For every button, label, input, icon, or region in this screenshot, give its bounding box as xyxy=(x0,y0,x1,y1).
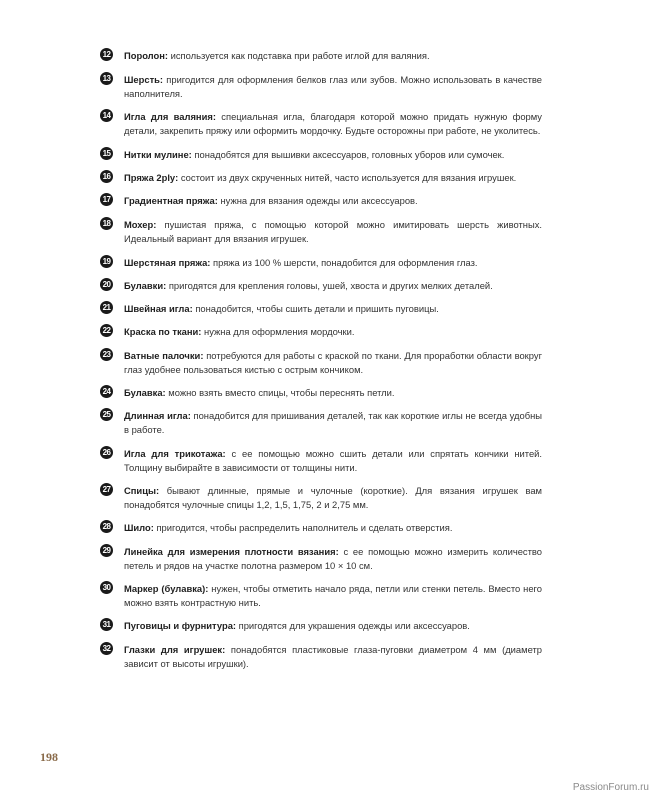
item-description: потребуются для работы с краской по ткани. Для проработки области вокруг глаз удобнее пользоваться кистью с острым кончиком. xyxy=(124,350,542,375)
list-item xyxy=(102,302,542,316)
item-number-badge: 22 xyxy=(100,324,113,337)
item-number-badge: 17 xyxy=(100,193,113,206)
item-number-badge: 30 xyxy=(100,581,113,594)
item-term: Булавка: xyxy=(124,387,166,398)
item-text xyxy=(124,447,542,475)
item-text xyxy=(124,643,542,671)
item-number-badge: 28 xyxy=(100,520,113,533)
list-item xyxy=(102,194,542,208)
item-number-badge: 14 xyxy=(100,109,113,122)
item-number-badge: 20 xyxy=(100,278,113,291)
item-text xyxy=(124,349,542,377)
item-text xyxy=(124,279,493,293)
item-text xyxy=(124,49,430,63)
list-item xyxy=(102,521,542,535)
list-item xyxy=(102,148,542,162)
list-item xyxy=(102,409,542,437)
item-number-badge: 26 xyxy=(100,446,113,459)
item-number-badge: 12 xyxy=(100,48,113,61)
item-number-badge: 23 xyxy=(100,348,113,361)
item-text xyxy=(124,325,354,339)
list-item xyxy=(102,279,542,293)
item-term: Шерстяная пряжа: xyxy=(124,257,211,268)
item-description: пригодятся для украшения одежды или аксессуаров. xyxy=(236,620,470,631)
item-text xyxy=(124,302,439,316)
item-description: с ее помощью можно измерить количество петель и рядов на участке полотна размером 10 × 10 см. xyxy=(124,546,543,571)
item-number-badge: 25 xyxy=(100,408,113,421)
item-number-badge: 19 xyxy=(100,255,113,268)
list-item xyxy=(102,73,542,101)
item-text xyxy=(124,386,395,400)
list-item xyxy=(102,349,542,377)
item-term: Нитки мулине: xyxy=(124,149,192,160)
item-number-badge: 31 xyxy=(100,618,113,631)
item-text xyxy=(124,171,516,185)
item-text xyxy=(124,73,542,101)
item-description: понадобится для пришивания деталей, так как короткие иглы не всегда удобны в работе. xyxy=(124,410,542,435)
item-description: пригодится для оформления белков глаз или зубов. Можно использовать в качестве наполнителя. xyxy=(124,74,542,99)
item-description: состоит из двух скрученных нитей, часто используется для вязания игрушек. xyxy=(178,172,517,183)
item-term: Глазки для игрушек: xyxy=(124,644,226,655)
item-term: Длинная игла: xyxy=(124,410,191,421)
item-description: пушистая пряжа, с помощью которой можно имитировать шерсть животных. Идеальный вариант для вязания игрушек. xyxy=(124,219,542,244)
item-description: пряжа из 100 % шерсти, понадобится для оформления глаз. xyxy=(210,257,478,268)
list-item xyxy=(102,325,542,339)
item-text xyxy=(124,110,542,138)
list-item xyxy=(102,218,542,246)
list-item xyxy=(102,545,543,573)
list-item xyxy=(102,171,542,185)
item-description: понадобится, чтобы сшить детали и пришить пуговицы. xyxy=(192,303,439,314)
list-item xyxy=(102,386,542,400)
item-text xyxy=(124,409,542,437)
item-number-badge: 27 xyxy=(100,483,113,496)
item-term: Шерсть: xyxy=(124,74,164,85)
list-item xyxy=(102,619,542,633)
item-number-badge: 15 xyxy=(100,147,113,160)
item-term: Градиентная пряжа: xyxy=(124,195,218,206)
item-term: Булавки: xyxy=(124,280,167,291)
item-term: Поролон: xyxy=(124,50,169,61)
page-number: 198 xyxy=(40,750,58,764)
item-term: Игла для валяния: xyxy=(124,111,216,122)
item-term: Спицы: xyxy=(124,485,160,496)
item-text xyxy=(124,484,542,512)
item-text xyxy=(124,148,504,162)
item-term: Пуговицы и фурнитура: xyxy=(124,620,237,631)
list-item xyxy=(102,110,542,138)
list-item xyxy=(102,256,542,270)
item-number-badge: 21 xyxy=(100,301,113,314)
item-description: специальная игла, благодаря которой можно придать нужную форму детали, закрепить пряжу или оформить мордочку. Будьте осторожны при работе, не уколитесь. xyxy=(124,111,542,136)
item-number-badge: 18 xyxy=(100,217,113,230)
item-number-badge: 16 xyxy=(100,170,113,183)
item-term: Ватные палочки: xyxy=(124,350,204,361)
item-text xyxy=(124,194,418,208)
item-term: Мохер: xyxy=(124,219,157,230)
item-description: пригодятся для крепления головы, ушей, хвоста и других мелких деталей. xyxy=(166,280,493,291)
item-number-badge: 32 xyxy=(100,642,113,655)
item-term: Пряжа 2ply: xyxy=(124,172,179,183)
item-text xyxy=(124,545,542,573)
list-item xyxy=(102,484,542,512)
item-description: бывают длинные, прямые и чулочные (короткие). Для вязания игрушек вам понадобятся чулочные спицы 1,2, 1,5, 1,75, 2 и 2,75 мм. xyxy=(124,485,542,510)
item-term: Краска по ткани: xyxy=(124,326,202,337)
item-description: понадобятся пластиковые глаза-пуговки диаметром 4 мм (диаметр зависит от высоты игрушки). xyxy=(124,644,542,669)
item-text xyxy=(124,619,470,633)
list-item xyxy=(102,447,542,475)
item-term: Маркер (булавка): xyxy=(124,583,209,594)
item-description: нужна для оформления мордочки. xyxy=(201,326,355,337)
item-description: пригодится, чтобы распределить наполнитель и сделать отверстия. xyxy=(153,522,453,533)
item-description: можно взять вместо спицы, чтобы переснять петли. xyxy=(165,387,395,398)
item-term: Шило: xyxy=(124,522,154,533)
item-description: используется как подставка при работе иглой для валяния. xyxy=(168,50,430,61)
item-term: Линейка для измерения плотности вязания: xyxy=(124,546,339,557)
item-description: нужен, чтобы отметить начало ряда, петли или стенки петель. Вместо него можно взять контрастную нить. xyxy=(124,583,542,608)
item-number-badge: 13 xyxy=(100,72,113,85)
watermark: PassionForum.ru xyxy=(572,782,649,793)
item-term: Швейная игла: xyxy=(124,303,193,314)
item-description: нужна для вязания одежды или аксессуаров. xyxy=(217,195,418,206)
item-text xyxy=(124,256,478,270)
item-description: с ее помощью можно сшить детали или спрятать кончики нитей. Толщину выбирайте в зависимости от толщины нити. xyxy=(124,448,542,473)
item-text xyxy=(124,521,452,535)
list-item xyxy=(102,643,542,671)
item-term: Игла для трикотажа: xyxy=(124,448,226,459)
list-item xyxy=(102,49,542,63)
item-number-badge: 24 xyxy=(100,385,113,398)
item-text xyxy=(124,582,542,610)
list-item xyxy=(102,582,542,610)
item-text xyxy=(124,218,542,246)
item-description: понадобятся для вышивки аксессуаров, головных уборов или сумочек. xyxy=(191,149,505,160)
item-number-badge: 29 xyxy=(100,544,113,557)
